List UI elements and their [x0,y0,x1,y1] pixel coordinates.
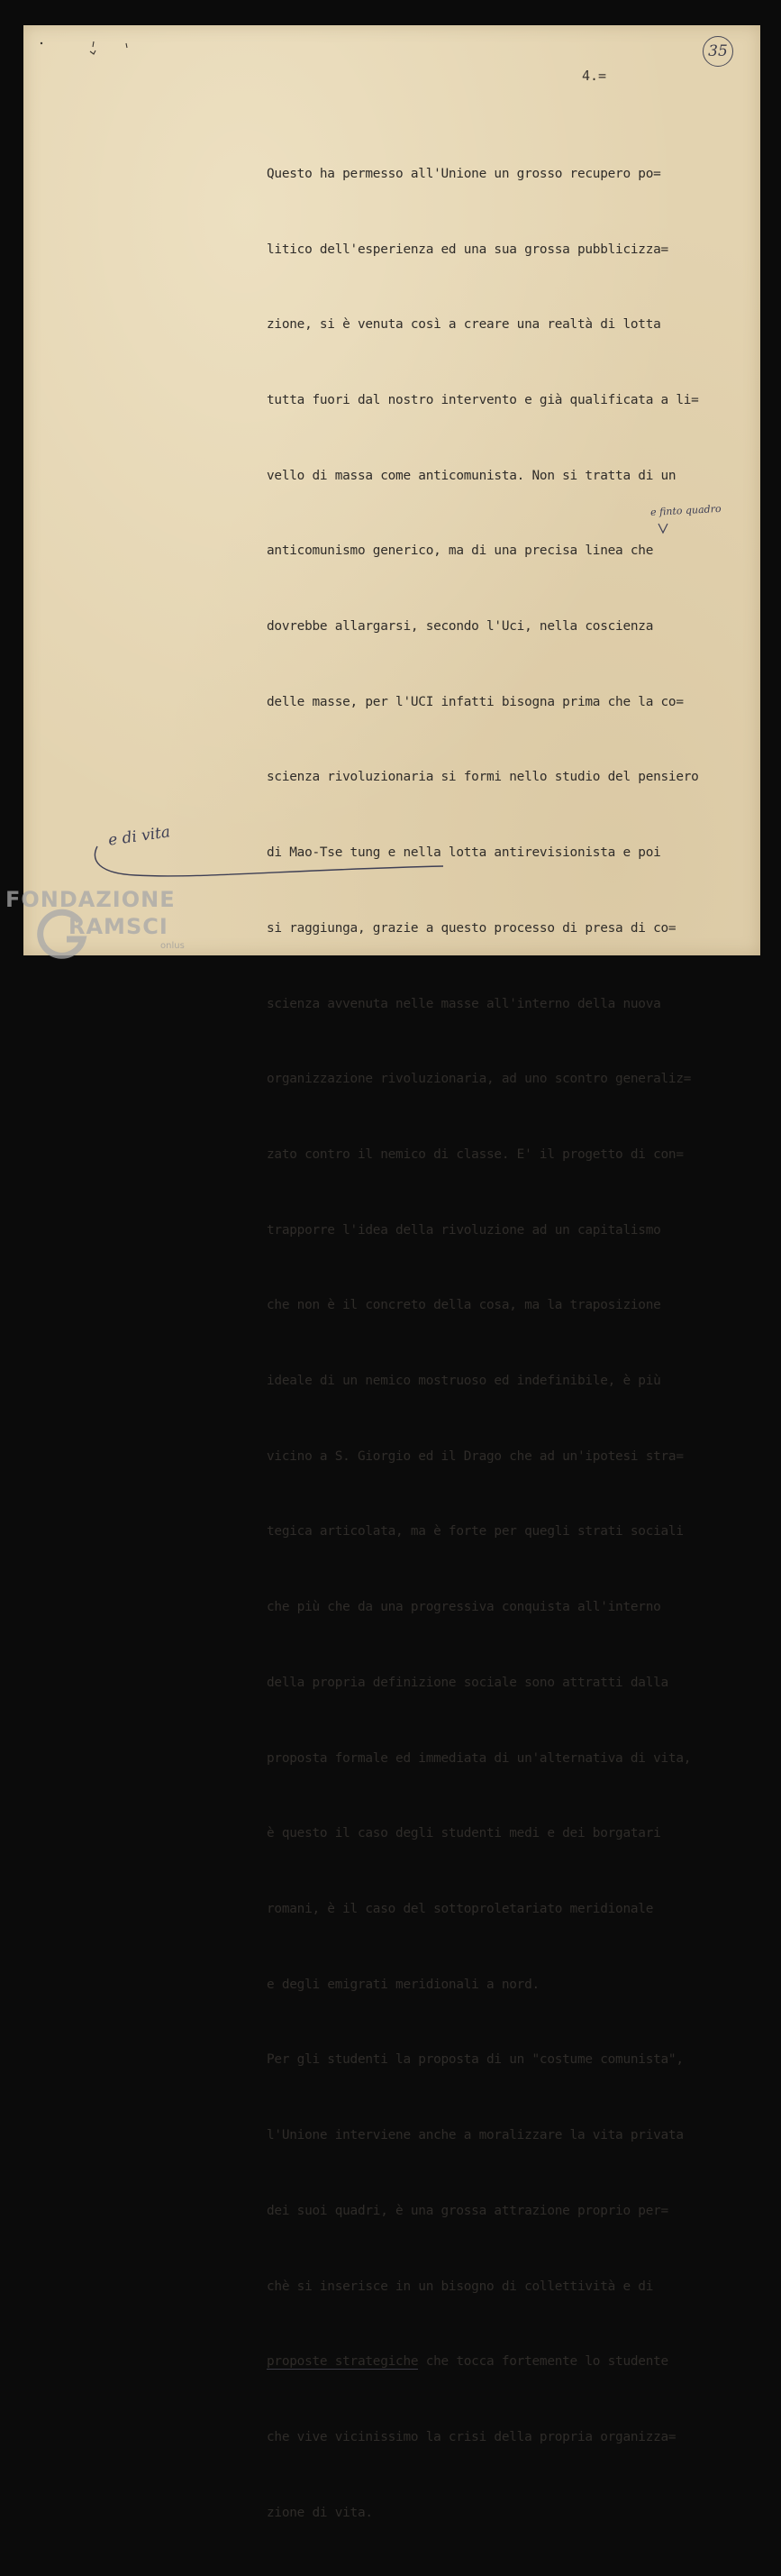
text-line: dovrebbe allargarsi, secondo l'Uci, nella coscienza [267,619,654,635]
text-line: tutta fuori dal nostro intervento e già qualificata a li= [267,392,699,407]
page-number: 4.= [582,68,607,84]
text-line: trapporre l'idea della rivoluzione ad un capitalismo [267,1222,661,1238]
text-line: delle masse, per l'UCI infatti bisogna prima che la co= [267,694,684,709]
underlined-phrase: proposte strategiche [267,2354,419,2370]
text-line: si raggiunga, grazie a questo processo di presa di co= [267,920,677,936]
text-line: e degli emigrati meridionali a nord. [267,1977,540,1992]
text-line: vicino a S. Giorgio ed il Drago che ad un'ipotesi stra= [267,1448,684,1464]
handwritten-margin-note: e di vita [106,823,172,850]
text-line-underlined [267,2350,758,2375]
text-line-rest: che tocca fortemente lo studente [418,2354,668,2370]
text-line: proposta formale ed immediata di un'alternativa di vita, [267,1750,692,1766]
text-line: anticomunismo generico, ma di una precisa linea che [267,544,654,559]
corner-ink-marks [38,36,137,63]
text-line: dei suoi quadri, è una grossa attrazione proprio per= [267,2203,668,2218]
text-line: romani, è il caso del sottoproletariato meridionale [267,1901,654,1916]
text-line: Per gli studenti la proposta di un "costume comunista", [267,2052,684,2068]
text-line: chè si inserisce in un bisogno di collettività e di [267,2279,654,2294]
insertion-caret-icon [657,522,669,534]
text-line: è questo il caso degli studenti medi e dei borgatari [267,1826,661,1841]
text-line: zione di vita. [267,2505,373,2520]
text-line: zione, si è venuta così a creare una realtà di lotta [267,317,661,333]
body-text [267,112,758,2576]
watermark-suffix: onlus [160,941,185,951]
watermark-line1: FONDAZIONE [5,887,176,912]
margin-note-arrow-icon [90,841,450,882]
text-line: che più che da una progressiva conquista all'interno [267,1600,661,1615]
text-line: scienza avvenuta nelle masse all'interno della nuova [267,996,661,1011]
watermark-line2: RAMSCI [68,914,168,939]
foundation-watermark [5,887,195,968]
text-line: scienza rivoluzionaria si formi nello studio del pensiero [267,770,699,785]
text-line: della propria definizione sociale sono attratti dalla [267,1675,668,1690]
text-line: di Mao-Tse tung e nella lotta antirevisionista e poi [267,845,661,861]
text-line: l'Unione interviene anche a moralizzare la vita privata [267,2128,684,2143]
text-line: tegica articolata, ma è forte per quegli strati sociali [267,1524,684,1539]
text-line: zato contro il nemico di classe. E' il progetto di con= [267,1146,684,1162]
text-line: ideale di un nemico mostruoso ed indefinibile, è più [267,1374,661,1389]
text-line: che vive vicinissimo la crisi della propria organizza= [267,2429,677,2444]
handwritten-insertion: e finto quadro [649,502,722,519]
text-line: litico dell'esperienza ed una sua grossa pubblicizza= [267,242,668,257]
text-line: Questo ha permesso all'Unione un grosso recupero po= [267,166,661,181]
text-line: che non è il concreto della cosa, ma la traposizione [267,1298,661,1313]
text-line: vello di massa come anticomunista. Non si tratta di un [267,468,677,483]
archive-page-stamp: 35 [703,36,733,67]
typewritten-page [23,25,760,2520]
text-line: organizzazione rivoluzionaria, ad uno scontro generaliz= [267,1072,692,1087]
